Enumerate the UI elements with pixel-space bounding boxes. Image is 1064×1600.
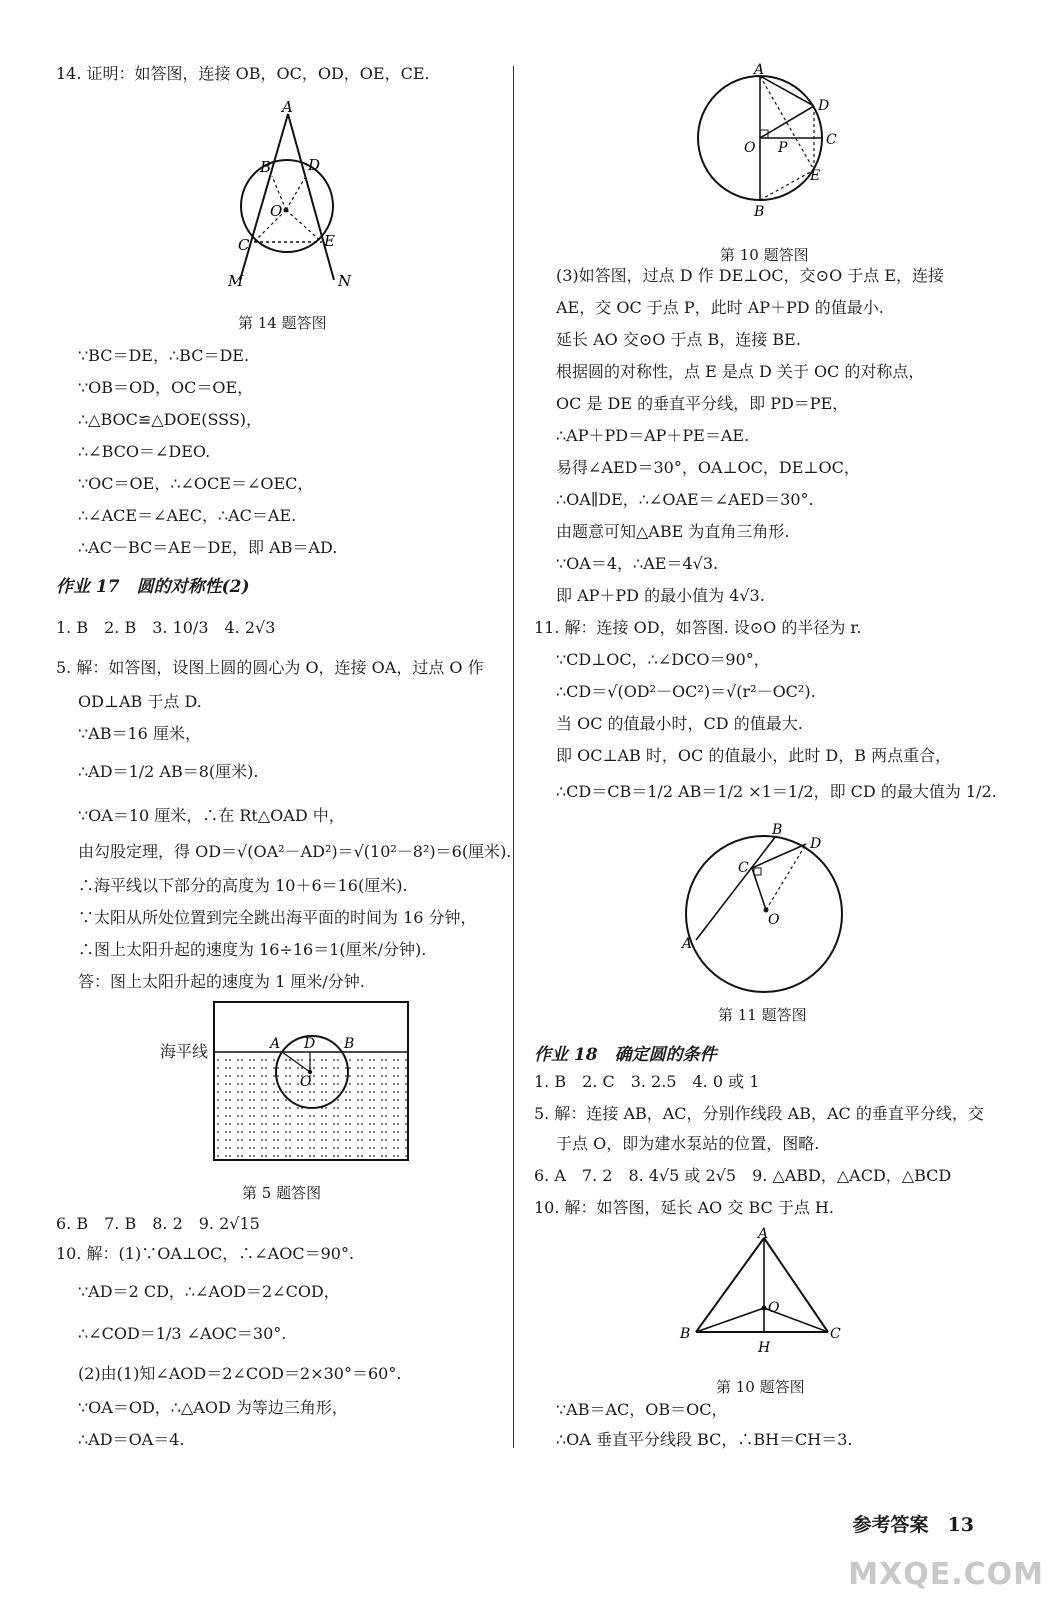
text-line: 即 OC⊥AB 时，OC 的值最小，此时 D，B 两点重合， [556,746,952,765]
text-line: ∴海平线以下部分的高度为 10＋6＝16(厘米). [78,876,408,895]
label-M: M [228,272,244,290]
text-line: 根据圆的对称性，点 E 是点 D 关于 OC 的对称点， [556,362,925,381]
text-line: 即 AP＋PD 的最小值为 4√3. [556,586,765,605]
text-line: 11. 解：连接 OD，如答图. 设⊙O 的半径为 r. [534,618,862,637]
figure-14 [210,96,370,296]
label-O: O [768,1300,780,1316]
sea-level-label: 海平线 [160,1042,209,1061]
text-line: 10. 解：如答图，延长 AO 交 BC 于点 H. [534,1198,834,1217]
caption: 第 11 题答图 [718,1006,807,1024]
text-line: ∴AD＝1/2 AB＝8(厘米). [78,762,259,781]
label-P: P [778,140,788,156]
text-line: 10. 解：(1)∵OA⊥OC，∴∠AOC＝90°. [56,1244,355,1263]
text-line: 6. B 7. B 8. 2 9. 2√15 [56,1214,260,1233]
text-line: ∵OA＝4，∴AE＝4√3. [556,554,719,573]
label-B: B [680,1326,691,1342]
text-line: 6. A 7. 2 8. 4√5 或 2√5 9. △ABD，△ACD，△BCD [534,1166,952,1185]
text-line: 易得∠AED＝30°，OA⊥OC，DE⊥OC， [556,458,860,477]
text-line: 由题意可知△ABE 为直角三角形. [556,522,790,541]
label-A: A [754,62,765,78]
label-O: O [270,202,283,220]
text-line: ∵CD⊥OC，∴∠DCO＝90°， [556,650,770,669]
text-line: ∵OA＝OD，∴△AOD 为等边三角形， [78,1398,348,1417]
caption: 第 10 题答图 [720,246,809,264]
column-divider [513,66,514,1448]
label-C: C [826,132,837,148]
caption: 第 5 题答图 [242,1184,322,1202]
text-line: ∵AB＝AC，OB＝OC， [556,1400,728,1419]
label-D: D [810,836,822,852]
text-line: ∴AC－BC＝AE－DE，即 AB＝AD. [78,538,338,557]
section-heading: 作业 18 确定圆的条件 [534,1045,717,1065]
label-C: C [830,1326,841,1342]
text-line: ∵太阳从所处位置到完全跳出海平面的时间为 16 分钟， [78,908,477,927]
text-line: 由勾股定理，得 OD＝√(OA²－AD²)＝√(10²－8²)＝6(厘米). [78,842,512,861]
text-line: 1. B 2. B 3. 10/3 4. 2√3 [56,618,276,637]
text-line: 14. 证明：如答图，连接 OB，OC，OD，OE，CE. [56,64,430,83]
label-H: H [758,1340,771,1356]
label-O: O [744,140,756,156]
text-line: 当 OC 的值最小时，CD 的值最大. [556,714,803,733]
page-footer: 参考答案 13 [852,1514,974,1536]
label-N: N [338,272,352,290]
text-line: 5. 解：如答图，设图上圆的圆心为 O，连接 OA，过点 O 作 [56,658,484,677]
text-line: ∵AD＝2 CD，∴∠AOD＝2∠COD， [78,1282,340,1301]
figure-10b [676,1226,856,1366]
text-line: ∵OA＝10 厘米，∴在 Rt△OAD 中， [78,806,345,825]
text-line: 延长 AO 交⊙O 于点 B，连接 BE. [556,330,801,349]
text-line: ∴CD＝√(OD²－OC²)＝√(r²－OC²). [556,682,816,701]
text-line: ∴OA∥DE，∴∠OAE＝∠AED＝30°. [556,490,814,509]
label-A: A [282,98,293,116]
label-D: D [308,156,321,174]
text-line: ∵BC＝DE，∴BC＝DE. [78,346,250,365]
text-line: ∴CD＝CB＝1/2 AB＝1/2 ×1＝1/2，即 CD 的最大值为 1/2. [556,782,997,801]
text-line: ∴∠COD＝1/3 ∠AOC＝30°. [78,1324,287,1343]
label-A: A [270,1036,281,1052]
text-line: ∴OA 垂直平分线段 BC，∴BH＝CH＝3. [556,1430,853,1449]
label-B: B [344,1036,355,1052]
label-C: C [738,860,749,876]
text-line: ∵OB＝OD，OC＝OE， [78,378,254,397]
text-line: 答：图上太阳升起的速度为 1 厘米/分钟. [78,972,365,991]
text-line: ∴∠ACE＝∠AEC，∴AC＝AE. [78,506,297,525]
caption: 第 10 题答图 [716,1378,805,1396]
text-line: (2)由(1)知∠AOD＝2∠COD＝2×30°＝60°. [78,1364,402,1383]
label-D: D [304,1036,316,1052]
text-line: (3)如答图，过点 D 作 DE⊥OC，交⊙O 于点 E，连接 [556,266,945,285]
text-line: ∵AB＝16 厘米， [78,724,201,743]
label-C: C [238,236,250,254]
text-line: ∴△BOC≌△DOE(SSS)， [78,410,263,429]
text-line: AE，交 OC 于点 P，此时 AP＋PD 的值最小. [556,298,884,317]
label-E: E [324,232,335,250]
section-heading: 作业 17 圆的对称性(2) [56,577,250,597]
text-line: OC 是 DE 的垂直平分线，即 PD＝PE， [556,394,849,413]
label-B: B [772,822,783,838]
figure-10a [680,56,860,226]
figure-11 [676,818,856,1000]
text-line: OD⊥AB 于点 D. [78,692,202,711]
text-line: ∴AD＝OA＝4. [78,1430,185,1449]
label-B: B [754,204,765,220]
caption: 第 14 题答图 [238,314,327,332]
watermark: MXQE.COM [848,1557,1044,1592]
text-line: ∴AP＋PD＝AP＋PE＝AE. [556,426,750,445]
label-B: B [260,158,272,176]
text-line: ∴∠BCO＝∠DEO. [78,442,211,461]
text-line: 于点 O，即为建水泵站的位置，图略. [556,1134,820,1153]
figure-5 [212,1000,412,1164]
text-line: ∴图上太阳升起的速度为 16÷16＝1(厘米/分钟). [78,940,427,959]
label-A: A [682,936,693,952]
label-E: E [810,168,821,184]
text-line: 5. 解：连接 AB，AC，分别作线段 AB，AC 的垂直平分线，交 [534,1104,984,1123]
text-line: ∵OC＝OE，∴∠OCE＝∠OEC， [78,474,314,493]
label-D: D [818,98,830,114]
label-O: O [768,912,780,928]
label-O: O [300,1074,312,1090]
label-A: A [758,1226,769,1242]
text-line: 1. B 2. C 3. 2.5 4. 0 或 1 [534,1072,760,1091]
